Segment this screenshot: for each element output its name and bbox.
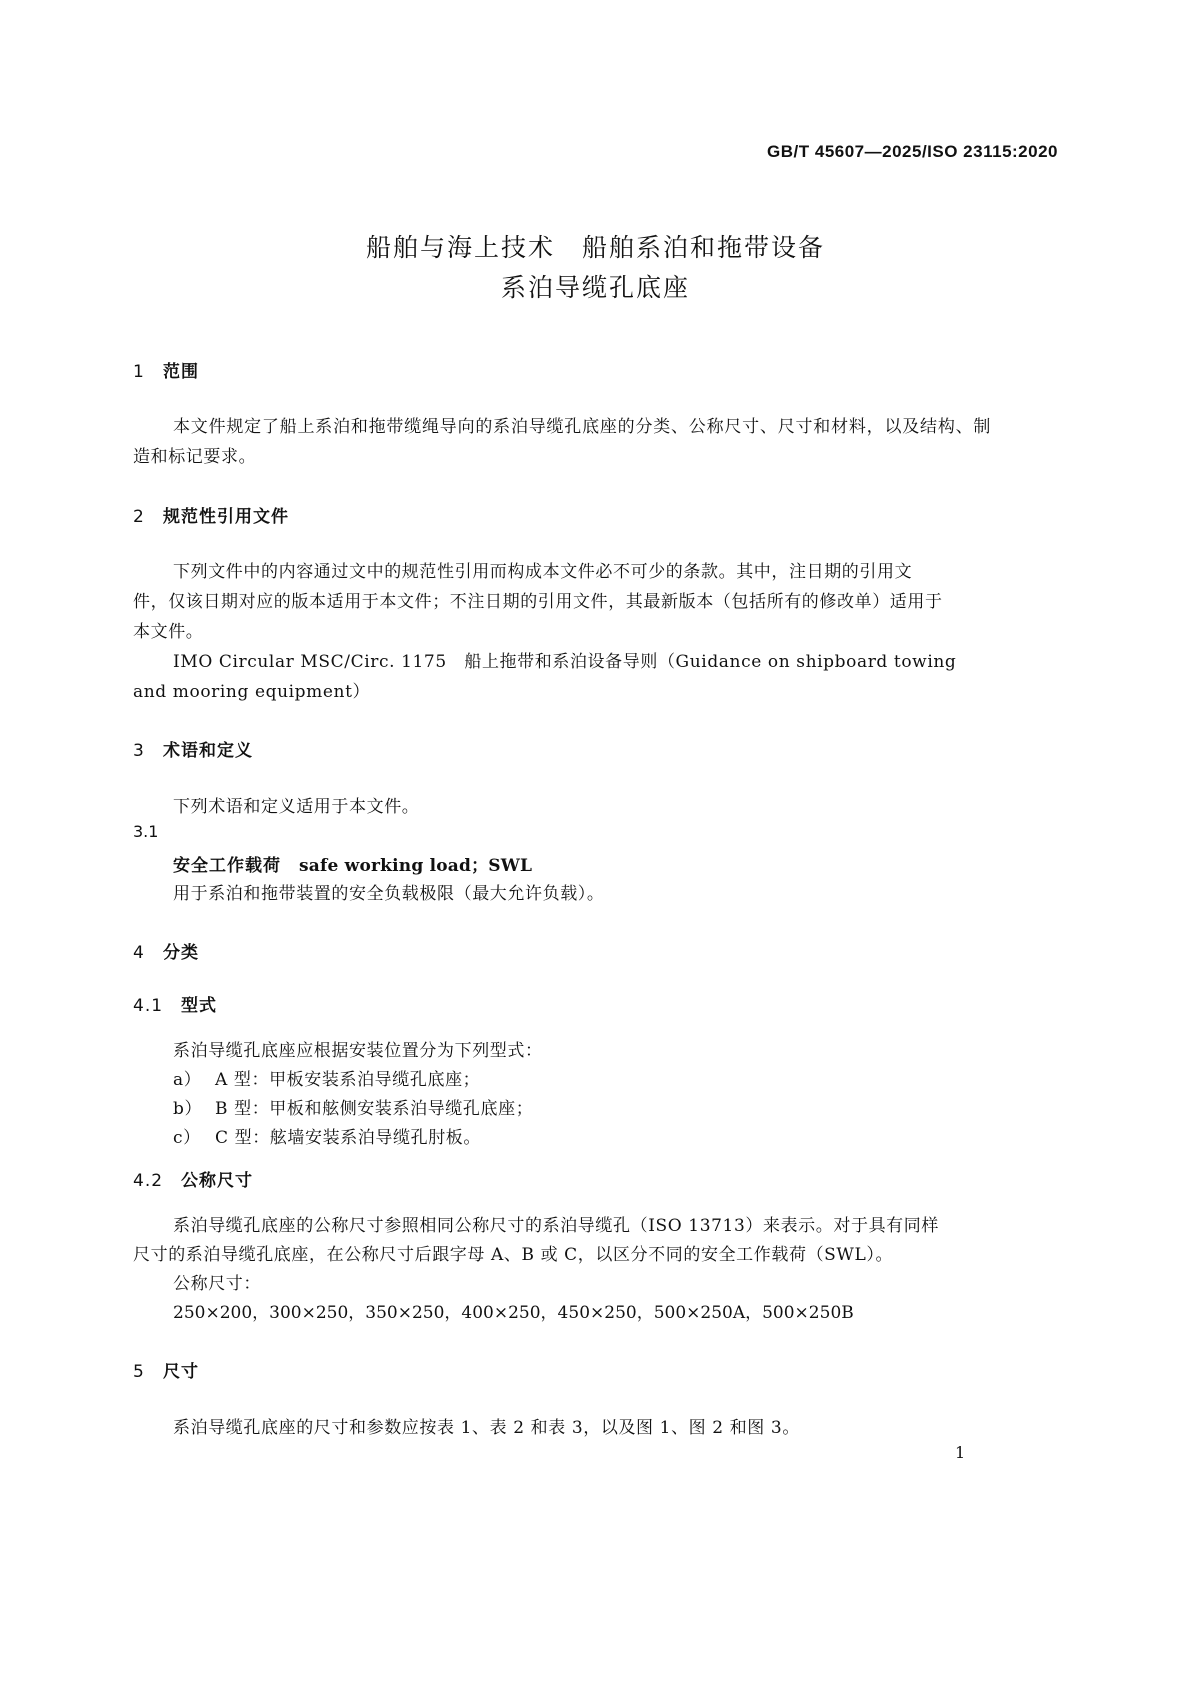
document-title-line2: 系泊导缆孔底座	[500, 273, 690, 302]
section-3-intro: 下列术语和定义适用于本文件。	[173, 797, 420, 817]
section-number: 2	[133, 507, 145, 527]
page-number: 1	[955, 1443, 966, 1462]
list-marker: b）	[173, 1099, 203, 1119]
list-item-text: A 型：甲板安装系泊导缆孔底座；	[215, 1070, 481, 1090]
list-marker: a）	[173, 1070, 202, 1090]
section-2-para-line1: 下列文件中的内容通过文中的规范性引用而构成本文件必不可少的条款。其中，注日期的引用文	[173, 562, 913, 582]
section-5-paragraph: 系泊导缆孔底座的尺寸和参数应按表 1、表 2 和表 3，以及图 1、图 2 和图 3。	[173, 1418, 800, 1438]
list-item	[173, 1065, 480, 1090]
section-2-para-line2: 件，仅该日期对应的版本适用于本文件；不注日期的引用文件，其最新版本（包括所有的修改单）适用于	[133, 592, 943, 612]
section-title: 公称尺寸	[181, 1171, 253, 1191]
list-item	[173, 1123, 481, 1148]
section-title: 分类	[163, 943, 199, 963]
section-number: 4.2	[133, 1171, 164, 1191]
list-item	[173, 1094, 533, 1119]
section-4-1-heading	[133, 991, 217, 1016]
section-3-heading	[133, 736, 253, 761]
term-entry	[173, 851, 532, 876]
normative-reference-line2: and mooring equipment）	[133, 682, 371, 702]
section-1-paragraph: 本文件规定了船上系泊和拖带缆绳导向的系泊导缆孔底座的分类、公称尺寸、尺寸和材料，以及结构、制造和标记要求。	[133, 417, 991, 467]
section-number: 4.1	[133, 996, 164, 1016]
nominal-sizes-list: 250×200，300×250，350×250，400×250，450×250，500×250A，500×250B	[173, 1303, 854, 1323]
section-1-heading	[133, 357, 199, 382]
term-definition: 用于系泊和拖带装置的安全负载极限（最大允许负载）。	[173, 884, 605, 904]
section-title: 尺寸	[163, 1362, 199, 1382]
section-number: 4	[133, 943, 145, 963]
section-title: 术语和定义	[163, 741, 253, 761]
term-zh: 安全工作载荷	[173, 856, 281, 876]
section-number: 5	[133, 1362, 145, 1382]
normative-reference-line1: IMO Circular MSC/Circ. 1175 船上拖带和系泊设备导则（Guidance on shipboard towing	[173, 652, 957, 672]
section-4-heading	[133, 938, 199, 963]
section-5-heading	[133, 1357, 199, 1382]
standard-code: GB/T 45607—2025/ISO 23115:2020	[767, 142, 1058, 161]
document-title-line1: 船舶与海上技术 船舶系泊和拖带设备	[365, 233, 825, 262]
section-2-para-line3: 本文件。	[133, 622, 204, 642]
list-item-text: B 型：甲板和舷侧安装系泊导缆孔底座；	[215, 1099, 534, 1119]
section-title: 型式	[181, 996, 217, 1016]
section-4-2-para-line2: 尺寸的系泊导缆孔底座，在公称尺寸后跟字母 A、B 或 C，以区分不同的安全工作载荷（SWL）。	[133, 1245, 894, 1265]
section-4-1-intro: 系泊导缆孔底座应根据安装位置分为下列型式：	[173, 1041, 543, 1061]
section-number: 3	[133, 741, 145, 761]
section-4-2-para-line1: 系泊导缆孔底座的公称尺寸参照相同公称尺寸的系泊导缆孔（ISO 13713）来表示。对于具有同样	[173, 1216, 939, 1236]
section-2-heading	[133, 502, 289, 527]
section-title: 范围	[163, 362, 199, 382]
section-title: 规范性引用文件	[163, 507, 289, 527]
section-number: 1	[133, 362, 145, 382]
list-item-text: C 型：舷墙安装系泊导缆孔肘板。	[215, 1128, 482, 1148]
term-number: 3.1	[133, 822, 159, 841]
section-4-2-heading	[133, 1166, 253, 1191]
list-marker: c）	[173, 1128, 201, 1148]
nominal-sizes-label: 公称尺寸：	[173, 1274, 261, 1294]
term-en: safe working load；SWL	[299, 856, 533, 876]
